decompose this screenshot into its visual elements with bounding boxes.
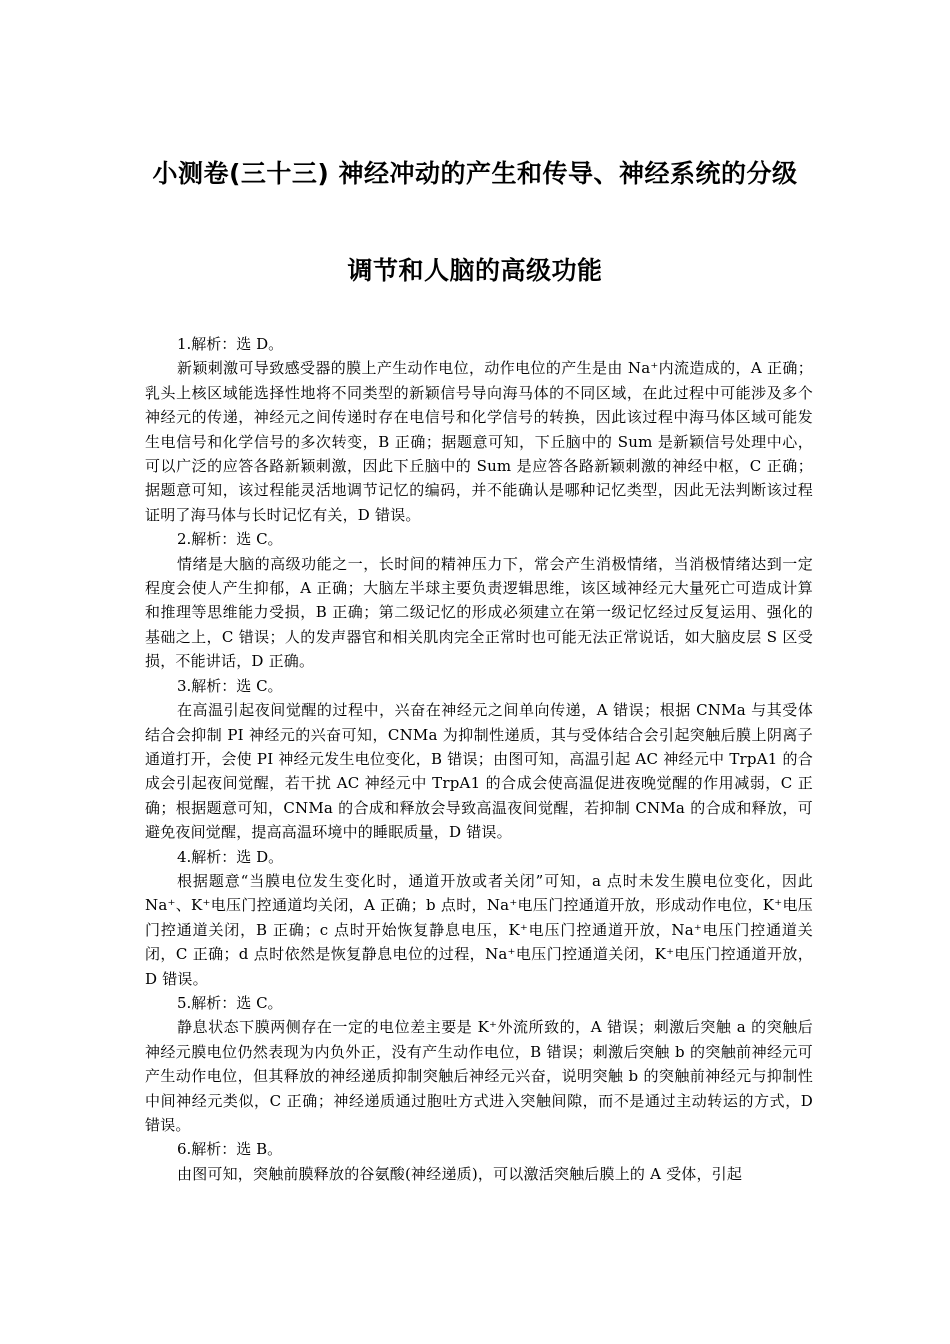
page-title-continued: 调节和人脑的高级功能 <box>347 256 603 285</box>
answer-content <box>145 332 813 1186</box>
question-2-explanation: 情绪是大脑的高级功能之一，长时间的精神压力下，常会产生消极情绪，当消极情绪达到一定程度会使人产生抑郁，A 正确；大脑左半球主要负责逻辑思维，该区域神经元大量死亡可造成计算和推理等思维能力受损，B 正确；第二级记忆的形成必须建立在第一级记忆经过反复运用、强化的基础之上，C 错误；人的发声器官和相关肌肉完全正常时也可能无法正常说话，如大脑皮层 S 区受损，不能讲话，D 正确。 <box>145 554 813 671</box>
question-4-explanation: 根据题意“当膜电位发生变化时，通道开放或者关闭”可知，a 点时未发生膜电位变化，因此 Na⁺、K⁺电压门控通道均关闭，A 正确；b 点时，Na⁺电压门控通道开放，形成动作电位，K⁺电压门控通道关闭，B 正确；c 点时开始恢复静息电压，K⁺电压门控通道开放，Na⁺电压门控通道关闭，C 正确；d 点时依然是恢复静息电位的过程，Na⁺电压门控通道关闭，K⁺电压门控通道开放，D 错误。 <box>145 871 813 988</box>
question-3-explanation: 在高温引起夜间觉醒的过程中，兴奋在神经元之间单向传递，A 错误；根据 CNMa 与其受体结合会抑制 PI 神经元的兴奋可知，CNMa 为抑制性递质，其与受体结合会引起突触后膜上阴离子通道打开，会使 PI 神经元发生电位变化，B 错误；由图可知，高温引起 AC 神经元中 TrpA1 的合成会引起夜间觉醒，若干扰 AC 神经元中 TrpA1 的合成会使高温促进夜晚觉醒的作用减弱，C 正确；根据题意可知，CNMa 的合成和释放会导致高温夜间觉醒，若抑制 CNMa 的合成和释放，可避免夜间觉醒，提高高温环境中的睡眠质量，D 错误。 <box>145 701 813 842</box>
question-1-heading: 1.解析：选 D。 <box>177 335 284 353</box>
question-2-heading: 2.解析：选 C。 <box>177 530 283 549</box>
question-6-heading: 6.解析：选 B。 <box>177 1140 283 1159</box>
page-title: 小测卷(三十三) 神经冲动的产生和传导、神经系统的分级 <box>152 159 798 188</box>
question-1-explanation: 新颖刺激可导致感受器的膜上产生动作电位，动作电位的产生是由 Na⁺内流造成的，A 正确；乳头上核区域能选择性地将不同类型的新颖信号导向海马体的不同区域，在此过程中可能涉及多个神经元的传递，神经元之间传递时存在电信号和化学信号的转换，因此该过程中海马体区域可能发生电信号和化学信号的多次转变，B 正确；据题意可知，下丘脑中的 Sum 是新颖信号处理中心，可以广泛的应答各路新颖刺激，因此下丘脑中的 Sum 是应答各路新颖刺激的神经中枢，C 正确；据题意可知，该过程能灵活地调节记忆的编码，并不能确认是哪种记忆类型，因此无法判断该过程证明了海马体与长时记忆有关，D 错误。 <box>145 359 813 524</box>
question-4-heading: 4.解析：选 D。 <box>177 847 284 866</box>
question-6-explanation: 由图可知，突触前膜释放的谷氨酸(神经递质)，可以激活突触后膜上的 A 受体，引起 <box>177 1164 743 1183</box>
question-3-heading: 3.解析：选 C。 <box>177 676 283 695</box>
question-5-heading: 5.解析：选 C。 <box>177 993 283 1012</box>
question-5-explanation: 静息状态下膜两侧存在一定的电位差主要是 K⁺外流所致的，A 错误；刺激后突触 a 的突触后神经元膜电位仍然表现为内负外正，没有产生动作电位，B 错误；刺激后突触 b 的突触前神经元可产生动作电位，但其释放的神经递质抑制突触后神经元兴奋，说明突触 b 的突触前神经元与抑制性中间神经元类似，C 正确；神经递质通过胞吐方式进入突触间隙，而不是通过主动转运的方式，D 错误。 <box>145 1018 813 1134</box>
